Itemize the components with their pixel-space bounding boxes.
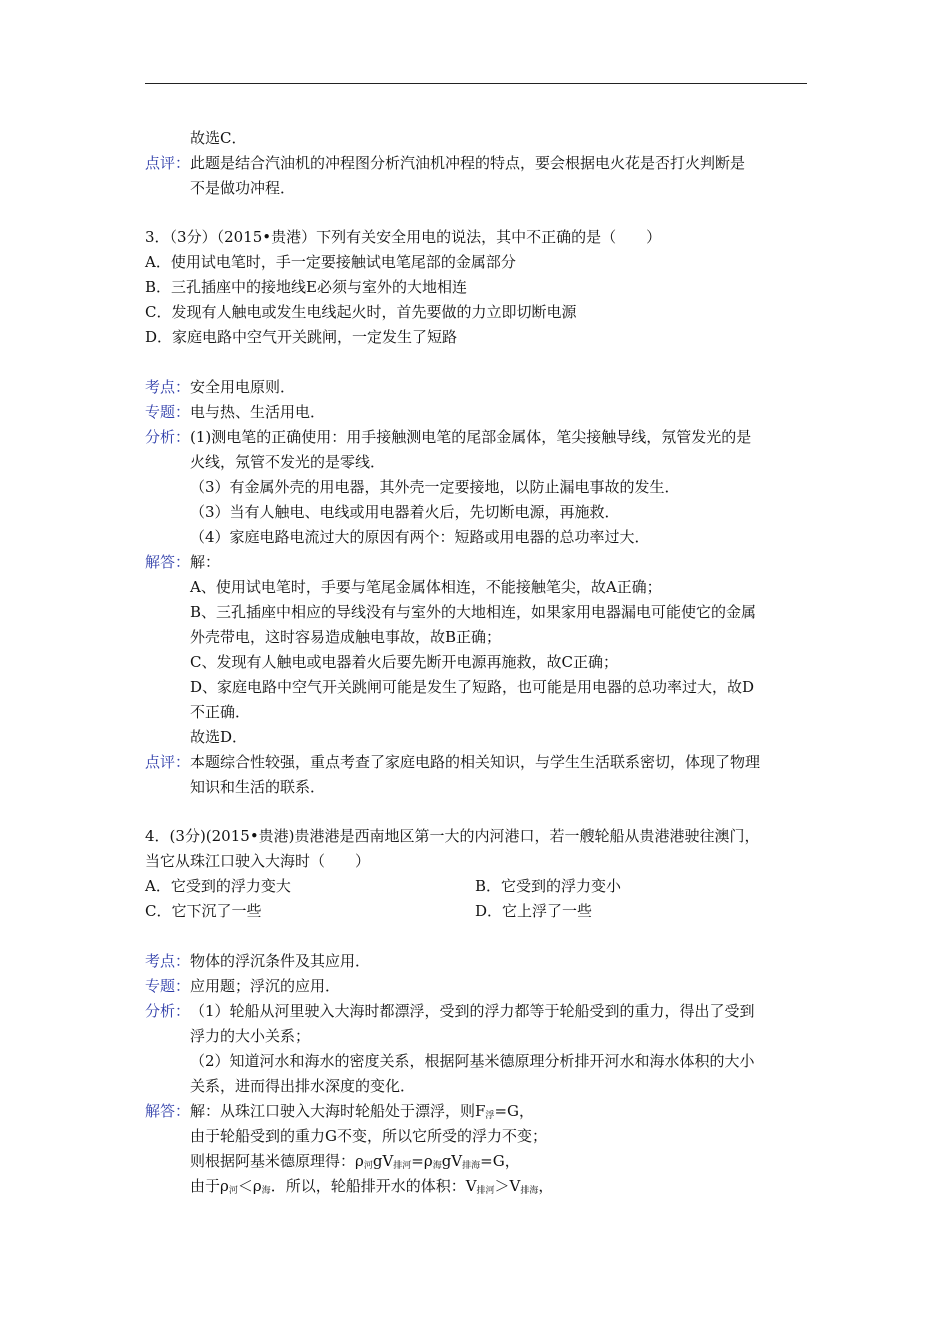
q4-jieda-formula-line: 则根据阿基米德原理得：$\rho_河gV_{排河}=\rho_海gV_{排海}=G$， (190, 1152, 520, 1171)
q4-option-d: D．它上浮了一些 (475, 902, 593, 920)
q3-jieda-label: 解答： (145, 553, 191, 571)
q4-jieda-line: 由于轮船受到的重力G不变，所以它所受的浮力不变； (190, 1127, 547, 1145)
q4-fenxi-line: 浮力的大小关系； (190, 1027, 311, 1045)
q4-kaodian: 物体的浮沉条件及其应用． (190, 952, 371, 970)
q3-fenxi-line: （3）有金属外壳的用电器，其外壳一定要接地，以防止漏电事故的发生． (190, 478, 680, 496)
prev-comment-line: 不是做功冲程． (190, 179, 296, 197)
prev-answer: 故选C． (190, 129, 247, 147)
q3-jieda-line: 外壳带电，这时容易造成触电事故，故B正确； (190, 628, 502, 646)
q3-jieda-line: 不正确． (190, 703, 251, 721)
q4-fenxi-line: （1）轮船从河里驶入大海时都漂浮，受到的浮力都等于轮船受到的重力，得出了受到 (190, 1002, 755, 1020)
q3-jieda-line: 故选D． (190, 728, 248, 746)
q4-fenxi-line: （2）知道河水和海水的密度关系，根据阿基米德原理分析排开河水和海水体积的大小 (190, 1052, 755, 1070)
q4-zhuanti: 应用题；浮沉的应用． (190, 977, 341, 995)
q3-kaodian: 安全用电原则． (190, 378, 296, 396)
q4-jieda-formula-line: 由于$\rho_河<\rho_海$．所以，轮船排开水的体积：$V_{排河}>V_{排海}$， (190, 1177, 554, 1196)
header-rule (145, 83, 807, 84)
q3-option-d: D．家庭电路中空气开关跳闸，一定发生了短路 (145, 328, 458, 346)
q4-stem-line: 当它从珠江口驶入大海时（ ） (145, 852, 371, 870)
q4-stem-line: 4．(3分)(2015•贵港)贵港港是西南地区第一大的内河港口，若一艘轮船从贵港港驶往澳门， (145, 827, 760, 845)
q3-option-a: A．使用试电笔时，手一定要接触试电笔尾部的金属部分 (145, 253, 516, 271)
q3-fenxi-line: (1)测电笔的正确使用：用手接触测电笔的尾部金属体，笔尖接触导线，氖管发光的是 (190, 428, 752, 446)
q3-jieda-line: 解： (190, 553, 221, 571)
q4-jieda-label: 解答： (145, 1102, 191, 1120)
q3-kaodian-label: 考点： (145, 378, 191, 396)
q3-jieda-line: B、三孔插座中相应的导线没有与室外的大地相连，如果家用电器漏电可能使它的金属 (190, 603, 757, 621)
q3-fenxi-line: 火线，氖管不发光的是零线． (190, 453, 386, 471)
q4-option-a: A．它受到的浮力变大 (145, 877, 291, 895)
q4-fenxi-label: 分析： (145, 1002, 191, 1020)
q3-fenxi-line: （3）当有人触电、电线或用电器着火后，先切断电源，再施救． (190, 503, 620, 521)
q3-option-b: B．三孔插座中的接地线E必须与室外的大地相连 (145, 278, 467, 296)
q4-fenxi-line: 关系，进而得出排水深度的变化． (190, 1077, 416, 1095)
q3-fenxi-label: 分析： (145, 428, 191, 446)
q3-dianping-label: 点评： (145, 753, 191, 771)
prev-comment-line: 此题是结合汽油机的冲程图分析汽油机冲程的特点，要会根据电火花是否打火判断是 (190, 154, 746, 172)
q3-stem: 3．（3分）（2015•贵港）下列有关安全用电的说法，其中不正确的是（ ） (145, 228, 662, 246)
q4-option-b: B．它受到的浮力变小 (475, 877, 622, 895)
q3-jieda-line: D、家庭电路中空气开关跳闸可能是发生了短路，也可能是用电器的总功率过大，故D (190, 678, 755, 696)
q3-dianping-line: 知识和生活的联系． (190, 778, 326, 796)
q3-jieda-line: A、使用试电笔时，手要与笔尾金属体相连，不能接触笔尖，故A正确； (190, 578, 662, 596)
q3-zhuanti-label: 专题： (145, 403, 191, 421)
q4-option-c: C．它下沉了一些 (145, 902, 262, 920)
q4-kaodian-label: 考点： (145, 952, 191, 970)
q3-zhuanti: 电与热、生活用电． (190, 403, 326, 421)
q3-jieda-line: C、发现有人触电或电器着火后要先断开电源再施救，故C正确； (190, 653, 618, 671)
q3-fenxi-line: （4）家庭电路电流过大的原因有两个：短路或用电器的总功率过大． (190, 528, 650, 546)
prev-comment-label: 点评： (145, 154, 191, 172)
q4-zhuanti-label: 专题： (145, 977, 191, 995)
q3-option-c: C．发现有人触电或发生电线起火时，首先要做的力立即切断电源 (145, 303, 577, 321)
q3-dianping-line: 本题综合性较强，重点考查了家庭电路的相关知识，与学生生活联系密切，体现了物理 (190, 753, 761, 771)
q4-jieda-line: 解：从珠江口驶入大海时轮船处于漂浮，则$F_浮=G$， (190, 1102, 534, 1121)
